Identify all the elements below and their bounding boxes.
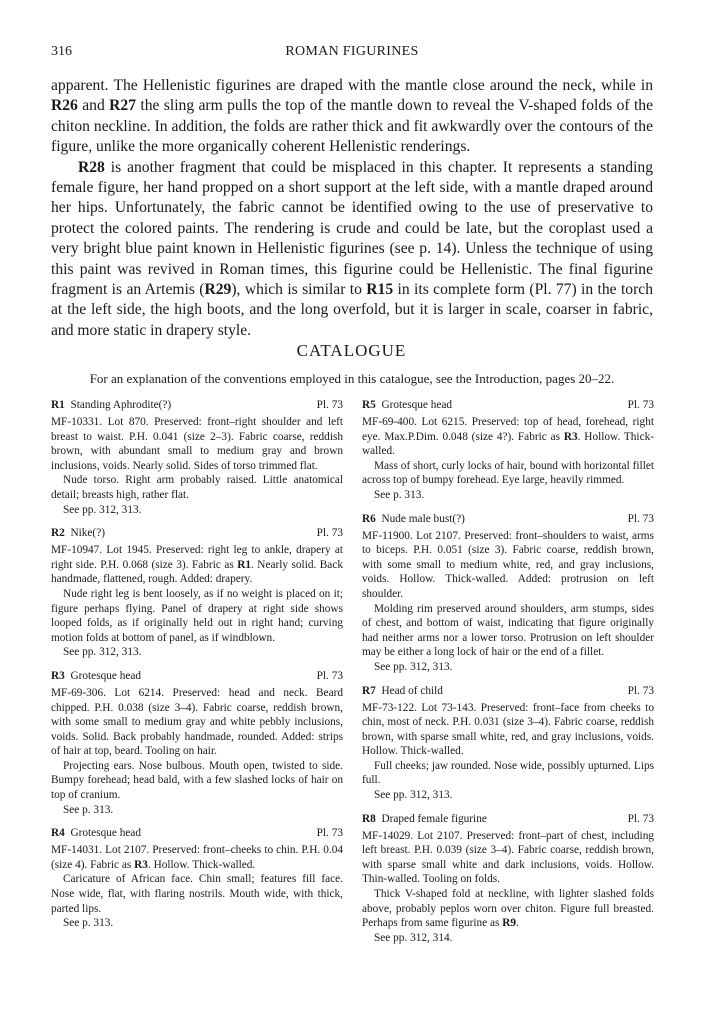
entry-heading: [51, 526, 343, 542]
entry-title: Grotesque head: [381, 399, 453, 411]
body-paragraph: R28 is another fragment that could be misplaced in this chapter. It represents a standing female figure, her hand propped on a short support at the left side, with a mantle draped around her hips. Unfortunately, the fabric cannot be identified owing to the use of preservative to protect the colored paints. The rendering is crude and could be late, but the coroplast used a very bright blue paint known in Hellenistic figurines (see p. 14). Unless the technique of using this paint was revived in Roman times, this figurine could be Hellenistic. The final figurine fragment is an Artemis (R29), which is similar to R15 in its complete form (Pl. 77) in the torch at the left side, the high boots, and the long overfold, but it is larger in scale, coarser in fabric, and more static in drapery style.: [51, 158, 653, 339]
entry-title: Grotesque head: [70, 669, 142, 682]
entry-see-reference: See pp. 312, 313.: [374, 789, 453, 802]
entry-id: R1: [51, 399, 65, 411]
entry-description: Mass of short, curly locks of hair, bound with horizontal fillet across top of bumpy forehead. Eye large, heavily rimmed.: [362, 459, 654, 487]
plate-reference: Pl. 73: [316, 399, 343, 411]
catalogue-reference: R27: [109, 97, 136, 115]
entry-id: R8: [362, 812, 376, 825]
entry-id: R5: [362, 399, 376, 411]
catalogue-entry: [362, 512, 654, 675]
catalogue-reference: R26: [51, 97, 78, 115]
catalogue-entry: [362, 684, 654, 803]
plate-reference: Pl. 73: [627, 812, 654, 825]
plate-reference: Pl. 73: [627, 684, 654, 697]
running-head: [51, 44, 653, 64]
entry-see-reference: See pp. 312, 314.: [374, 931, 453, 944]
entry-title: Nike(?): [70, 527, 105, 540]
plate-reference: Pl. 73: [627, 399, 654, 411]
plate-reference: Pl. 73: [627, 512, 654, 525]
entry-details: MF-73-122. Lot 73-143. Preserved: front–face from cheeks to chin, most of neck. P.H. 0.031 (size 3–4). Fabric coarse, reddish brown, with sparse small white, red, and gray inclusions, voids. Hollow. Thick-walled.: [362, 701, 654, 758]
catalogue-reference: R28: [78, 158, 105, 176]
body-text: [51, 76, 653, 341]
entry-id: R6: [362, 512, 376, 525]
entry-id: R3: [51, 669, 65, 682]
entry-title: Standing Aphrodite(?): [70, 399, 172, 411]
plate-reference: Pl. 73: [316, 827, 343, 840]
entry-description: Molding rim preserved around shoulders, arm stumps, sides of chest, and bottom of waist, indicating that figure originally had neither arms nor a lower torso. Protrusion on left shoulder may be either a long lock of hair or the end of a fillet.: [362, 602, 654, 659]
page-number: 316: [51, 44, 72, 59]
entry-details: MF-14031. Lot 2107. Preserved: front–cheeks to chin. P.H. 0.04 (size 4). Fabric as R3. Hollow. Thick-walled.: [51, 844, 343, 871]
catalogue-reference: R3: [134, 858, 148, 871]
entry-heading: [362, 684, 654, 700]
entry-description: Full cheeks; jaw rounded. Nose wide, possibly upturned. Lips full.: [362, 759, 654, 787]
catalogue-intro: For an explanation of the conventions employed in this catalogue, see the Introduction, pages 20–22.: [89, 371, 615, 386]
catalogue-reference: R15: [366, 281, 394, 299]
catalogue-right-column: [362, 398, 654, 954]
entry-title: Head of child: [381, 684, 443, 697]
catalogue-entry: [51, 826, 343, 931]
catalogue-entry: [51, 398, 343, 517]
entry-details: MF-11900. Lot 2107. Preserved: front–shoulders to waist, arms to biceps. P.H. 0.051 (size 3). Fabric coarse, reddish brown, with some small to medium white, red, and gray inclusions, voids. Hollow. Thick-walled. Added: protrusion on left shoulder.: [362, 529, 654, 600]
catalogue-entry: [51, 669, 343, 817]
entry-see-reference: See pp. 312, 313.: [374, 660, 453, 673]
entry-description: Nude right leg is bent loosely, as if no weight is placed on it; figure perhaps flying. Panel of drapery at right side shows looped folds, as if originally held out in right hand; curving motion folds at bottom of panel, as if windblown.: [51, 587, 343, 644]
entry-details: MF-69-400. Lot 6215. Preserved: top of head, forehead, right eye. Max.P.Dim. 0.048 (size 4?). Fabric as R3. Hollow. Thick-walled.: [362, 416, 654, 458]
entry-id: R2: [51, 527, 65, 540]
catalogue-entry: [51, 526, 343, 660]
entry-description: Projecting ears. Nose bulbous. Mouth open, twisted to side. Bumpy forehead; head bald, with a few slashed locks of hair on top of cranium.: [51, 759, 343, 802]
running-title: ROMAN FIGURINES: [285, 44, 419, 59]
entry-see-reference: See p. 313.: [374, 488, 425, 501]
entry-see-reference: See pp. 312, 313.: [63, 646, 142, 659]
entry-id: R4: [51, 827, 65, 840]
catalogue-reference: R9: [502, 917, 517, 930]
catalogue-entry: [362, 812, 654, 946]
entry-description: Caricature of African face. Chin small; features fill face. Nose wide, flat, with flaring nostrils. Mouth wide, with thick, parted lips.: [51, 873, 343, 915]
entry-heading: [362, 812, 654, 828]
catalogue-reference: R29: [204, 281, 232, 299]
entry-heading: [51, 669, 343, 685]
entry-details: MF-69-306. Lot 6214. Preserved: head and neck. Beard chipped. P.H. 0.038 (size 3–4). Fabric coarse, reddish brown, with some small to medium gray and white pebbly inclusions, voids. Solid. Back probably handmade, rounded. Added: strips of hair at top, beard. Tooling on hair.: [51, 686, 343, 758]
catalogue-reference: R1: [237, 558, 252, 571]
entry-details: MF-10331. Lot 870. Preserved: front–right shoulder and left breast to waist. P.H. 0.041 (size 2–3). Fabric coarse, reddish brown, with abundant small to medium gray and brown inclusions, voids. Nearly solid. Sides of torso trimmed flat.: [51, 416, 343, 472]
entry-heading: [362, 398, 654, 414]
plate-reference: Pl. 73: [316, 527, 343, 540]
entry-heading: [362, 512, 654, 528]
entry-description: Thick V-shaped fold at neckline, with lighter slashed folds above, probably peplos worn over chiton. Figure full breasted. Perhaps from same figurine as R9.: [362, 888, 654, 930]
body-paragraph: apparent. The Hellenistic figurines are draped with the mantle close around the neck, while in R26 and R27 the sling arm pulls the top of the mantle down to reveal the V-shaped folds of the chiton neckline. In addition, the folds are rather thick and fit awkwardly over the contours of the figure, unlike the more organically coherent Hellenistic renderings.: [51, 77, 653, 156]
entry-title: Grotesque head: [70, 827, 142, 840]
entry-title: Draped female figurine: [381, 812, 487, 825]
catalogue-entry: [362, 398, 654, 503]
catalogue-left-column: [51, 398, 343, 940]
entry-title: Nude male bust(?): [381, 512, 465, 525]
entry-heading: [51, 398, 343, 414]
entry-description: Nude torso. Right arm probably raised. Little anatomical detail; breasts high, rather flat.: [51, 474, 343, 501]
entry-id: R7: [362, 684, 376, 697]
entry-details: MF-10947. Lot 1945. Preserved: right leg to ankle, drapery at right side. P.H. 0.068 (size 3). Fabric as R1. Nearly solid. Back handmade, flattened, rough. Added: drapery.: [51, 544, 343, 586]
entry-see-reference: See p. 313.: [63, 803, 114, 816]
entry-see-reference: See pp. 312, 313.: [63, 503, 142, 516]
entry-see-reference: See p. 313.: [63, 917, 114, 930]
entry-heading: [51, 826, 343, 842]
catalogue-heading: CATALOGUE: [296, 341, 407, 360]
plate-reference: Pl. 73: [316, 669, 343, 682]
entry-details: MF-14029. Lot 2107. Preserved: front–part of chest, including left breast. P.H. 0.039 (size 3–4). Fabric coarse, reddish brown, with sparse small white and dark inclusions, voids. Hollow. Thin-walled. Tooling on folds.: [362, 829, 654, 886]
catalogue-reference: R3: [563, 430, 578, 443]
